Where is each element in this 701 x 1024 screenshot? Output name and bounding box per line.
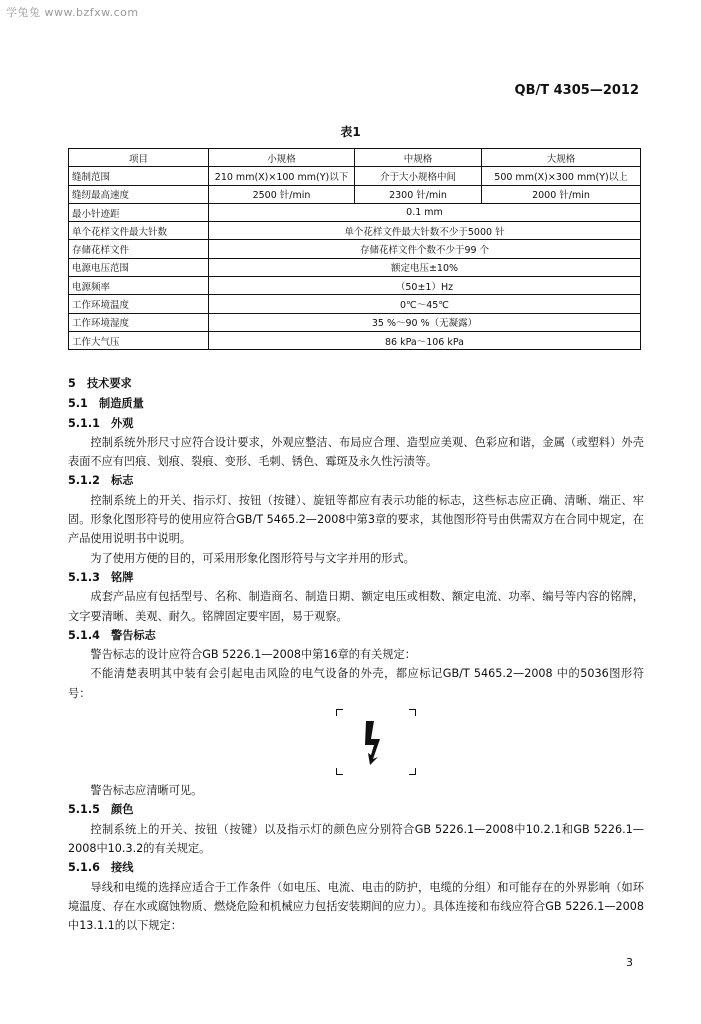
table-header-row [69, 149, 641, 167]
cell-merged: 存储花样文件个数不少于99 个 [209, 240, 641, 258]
table-row [69, 313, 641, 331]
lightning-bolt-icon [360, 719, 392, 765]
table-row [69, 258, 641, 276]
cell-merged: 额定电压±10% [209, 258, 641, 276]
cell-large: 500 mm(X)×300 mm(Y)以上 [482, 167, 641, 185]
cell-merged: 0℃～45℃ [209, 295, 641, 313]
section-heading-5-1-5: 5.1.5 颜色 [68, 803, 134, 817]
paragraph: 不能清楚表明其中装有会引起电击风险的电气设备的外壳，都应标记GB/T 5465.2—2008 中的5036图形符号： [68, 667, 644, 700]
row-label: 电源频率 [69, 277, 209, 295]
page-number: 3 [626, 956, 633, 969]
cell-large: 2000 针/min [482, 185, 641, 203]
row-label: 单个花样文件最大针数 [69, 222, 209, 240]
paragraph: 导线和电缆的选择应适合于工作条件（如电压、电流、电击的防护，电缆的分组）和可能存在的外界影响（如环境温度、存在水或腐蚀物质、燃烧危险和机械应力包括安装期间的应力）。具体连接和布线应符合GB 5226.1—2008中13.1.1的以下规定： [68, 880, 644, 933]
cell-merged: 单个花样文件最大针数不少于5000 针 [209, 222, 641, 240]
table-row [69, 295, 641, 313]
row-label: 存储花样文件 [69, 240, 209, 258]
section-heading-5-1-3: 5.1.3 铭牌 [68, 570, 134, 584]
row-label: 工作环境湿度 [69, 313, 209, 331]
cell-small: 2500 针/min [209, 185, 355, 203]
cell-medium: 2300 针/min [355, 185, 482, 203]
cell-merged: 86 kPa～106 kPa [209, 331, 641, 349]
header-item: 项目 [69, 149, 209, 167]
cell-merged: 0.1 mm [209, 203, 641, 221]
watermark: 学兔兔 www.bzfxw.com [6, 6, 139, 19]
row-label: 缝制范围 [69, 167, 209, 185]
standard-number: QB/T 4305—2012 [514, 83, 639, 98]
cell-merged: （50±1）Hz [209, 277, 641, 295]
paragraph: 警告标志应清晰可见。 [90, 784, 203, 798]
electric-shock-symbol [336, 709, 416, 775]
paragraph: 为了使用方便的目的，可采用形象化图形符号与文字并用的形式。 [90, 551, 415, 565]
row-label: 工作环境温度 [69, 295, 209, 313]
table-title: 表1 [340, 125, 361, 139]
section-heading-5: 5 技术要求 [68, 377, 132, 390]
paragraph: 成套产品应有包括型号、名称、制造商名、制造日期、额定电压或相数、额定电流、功率、编号等内容的铭牌，文字要清晰、美观、耐久。铭牌固定要牢固，易于观察。 [68, 590, 644, 623]
document-body [68, 374, 644, 935]
header-medium: 中规格 [355, 149, 482, 167]
table-row [69, 185, 641, 203]
cell-merged: 35 %～90 %（无凝露） [209, 313, 641, 331]
table-row [69, 203, 641, 221]
row-label: 缝纫最高速度 [69, 185, 209, 203]
table-row [69, 240, 641, 258]
paragraph: 警告标志的设计应符合GB 5226.1—2008中第16章的有关规定： [90, 648, 416, 662]
header-small: 小规格 [209, 149, 355, 167]
paragraph: 控制系统外形尺寸应符合设计要求，外观应整洁、布局应合理、造型应美观、色彩应和谐，金属（或塑料）外壳表面不应有凹痕、划痕、裂痕、变形、毛刺、锈色、霉斑及永久性污渍等。 [68, 435, 644, 469]
table-row [69, 331, 641, 349]
paragraph: 控制系统上的开关、按钮（按键）以及指示灯的颜色应分别符合GB 5226.1—2008中10.2.1和GB 5226.1—2008中10.3.2的有关规定。 [68, 822, 644, 855]
cell-small: 210 mm(X)×100 mm(Y)以下 [209, 167, 355, 185]
header-large: 大规格 [482, 149, 641, 167]
section-heading-5-1-2: 5.1.2 标志 [68, 474, 134, 488]
spec-table [68, 148, 641, 350]
section-heading-5-1-6: 5.1.6 接线 [68, 861, 134, 875]
section-heading-5-1: 5.1 制造质量 [68, 397, 144, 411]
cell-medium: 介于大小规格中间 [355, 167, 482, 185]
section-heading-5-1-1: 5.1.1 外观 [68, 416, 134, 430]
section-heading-5-1-4: 5.1.4 警告标志 [68, 628, 156, 642]
table-row [69, 167, 641, 185]
table-row [69, 277, 641, 295]
paragraph: 控制系统上的开关、指示灯、按钮（按键）、旋钮等都应有表示功能的标志，这些标志应正确、清晰、端正、牢固。形象化图形符号的使用应符合GB/T 5465.2—2008中第3章的要求，其他图形符号由供需双方在合同中规定，在产品使用说明书中说明。 [68, 493, 644, 546]
row-label: 最小针迹距 [69, 203, 209, 221]
table-row [69, 222, 641, 240]
row-label: 电源电压范围 [69, 258, 209, 276]
row-label: 工作大气压 [69, 331, 209, 349]
